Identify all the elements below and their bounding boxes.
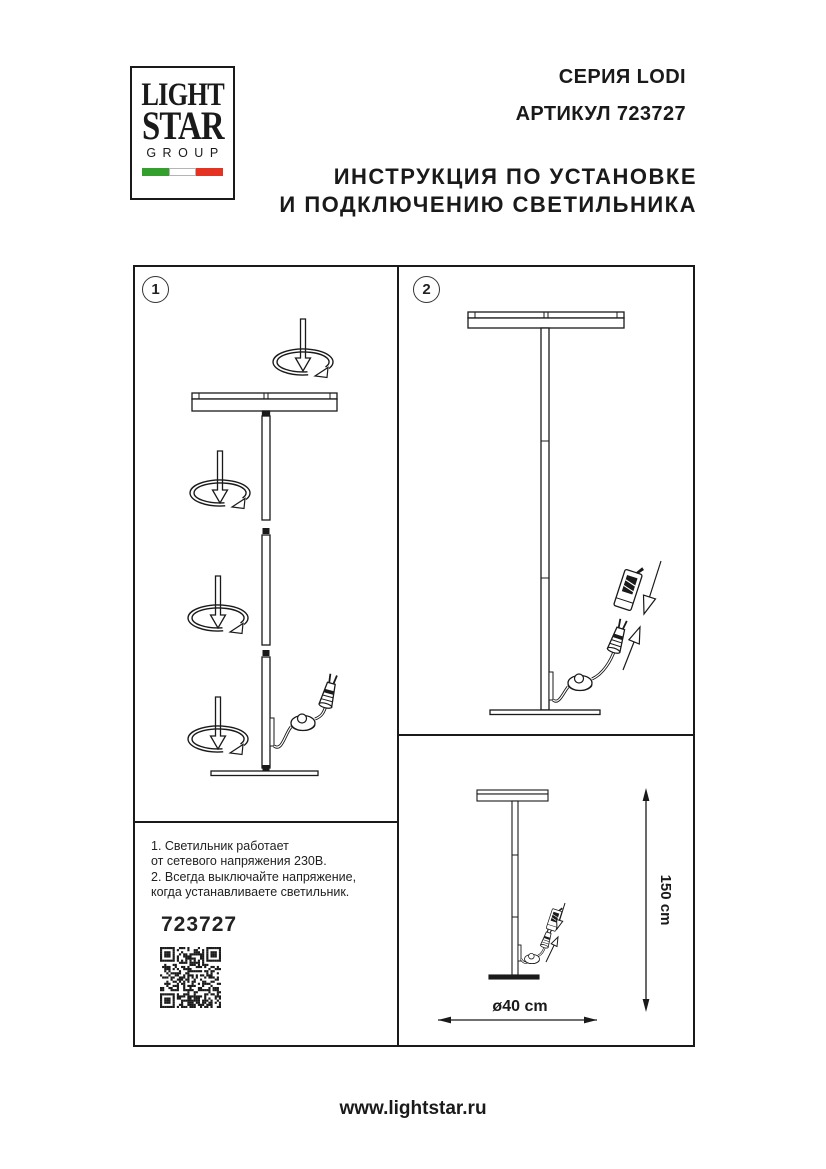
diameter-dimension	[438, 998, 597, 1023]
logo-word-light: LIGHT	[141, 77, 224, 113]
instruction-title-line2: И ПОДКЛЮЧЕНИЮ СВЕТИЛЬНИКА	[279, 192, 697, 217]
instruction-title	[279, 163, 697, 219]
rotation-arrow-icon	[188, 697, 248, 755]
pole-segment-3	[262, 650, 274, 768]
flag-white-segment	[169, 168, 196, 176]
power-plug-icon	[607, 618, 630, 655]
instruction-title-line1: ИНСТРУКЦИЯ ПО УСТАНОВКЕ	[333, 164, 697, 189]
logo-word-star: STAR	[141, 103, 224, 148]
insert-down-arrow-icon	[644, 561, 662, 614]
diameter-dimension-label: ø40 cm	[492, 998, 548, 1015]
article-number: 723727	[161, 913, 238, 936]
step2-number: 2	[422, 281, 431, 298]
foot-switch-icon	[291, 714, 315, 731]
instruction-panels	[133, 265, 695, 1047]
note-line-3: 2. Всегда выключайте напряжение,	[151, 869, 357, 884]
series-label: СЕРИЯ LODI	[558, 66, 686, 88]
note-line-1: 1. Светильник работает	[151, 839, 289, 853]
footer-url: www.lightstar.ru	[339, 1098, 487, 1119]
foot-switch-icon	[525, 953, 540, 963]
power-plug-icon	[319, 673, 340, 709]
qr-code	[160, 947, 221, 1008]
lamp-pole	[541, 328, 553, 710]
header-series-block	[516, 59, 686, 133]
rotation-arrow-icon	[273, 319, 333, 378]
note-line-4: когда устанавливаете светильник.	[151, 885, 350, 900]
flag-green-segment	[142, 168, 169, 176]
italian-flag-stripe	[142, 168, 223, 176]
base-plate-part	[211, 765, 318, 776]
note-line-2: от сетевого напряжения 230В.	[151, 854, 327, 869]
pole-segment-2	[262, 528, 270, 645]
height-dimension	[643, 788, 674, 1012]
power-socket-icon	[614, 562, 645, 610]
rotation-arrow-icon	[190, 451, 250, 509]
dimension-diagram	[398, 735, 695, 1047]
lamp-head-part	[192, 393, 337, 416]
power-cord	[553, 649, 615, 701]
base-plate-part	[490, 710, 600, 715]
lamp-head-part	[468, 312, 624, 328]
height-dimension-label: 150 cm	[657, 874, 674, 926]
rotation-arrow-icon	[188, 576, 248, 634]
logo-word-group: GROUP	[146, 146, 225, 160]
article-label: АРТИКУЛ 723727	[515, 103, 686, 125]
pole-segment-1	[262, 416, 270, 520]
flag-red-segment	[196, 168, 223, 176]
foot-switch-icon	[568, 674, 592, 691]
insert-up-arrow-icon	[623, 627, 640, 670]
safety-notes	[151, 839, 356, 901]
assembly-diagram-step1	[133, 265, 398, 822]
lamp-mini	[477, 790, 548, 979]
lightstar-logo	[130, 66, 235, 200]
step1-number: 1	[151, 281, 160, 298]
assembly-diagram-step2	[398, 265, 695, 735]
